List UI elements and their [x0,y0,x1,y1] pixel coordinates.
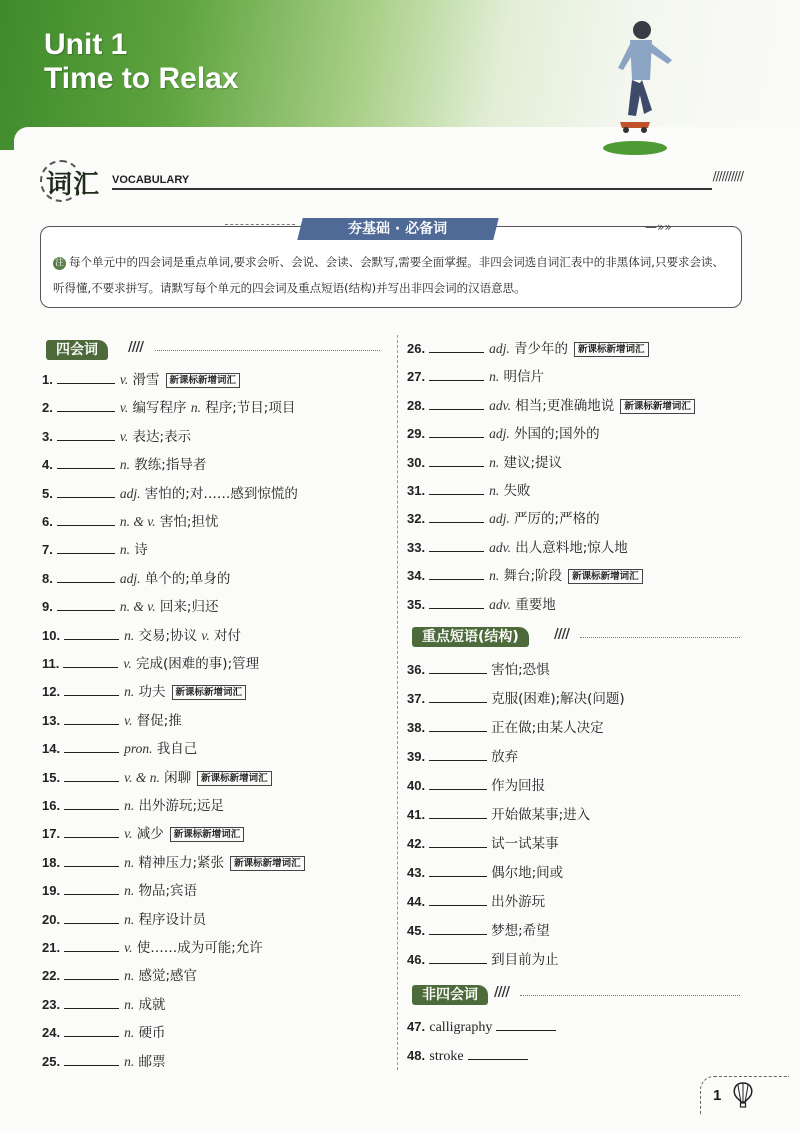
part-of-speech: n. [124,996,135,1012]
part-of-speech: n. [124,1025,135,1041]
item-meaning: 梦想;希望 [491,923,550,939]
answer-blank[interactable] [64,910,119,924]
vocab-item [42,512,218,531]
item-number: 28. [407,397,426,413]
part-of-speech: v. [119,372,129,387]
item-meaning: 成就 [138,996,166,1013]
answer-blank[interactable] [64,853,119,867]
item-number: 30. [407,454,426,470]
answer-blank[interactable] [429,805,487,819]
item-number: 2. [42,400,53,416]
answer-blank[interactable] [64,966,119,980]
part-of-speech: v. [124,826,133,842]
item-meaning: 督促;推 [136,712,182,729]
part-of-speech: v. & n. [124,769,160,785]
extra-word-item [407,1046,533,1066]
item-number: 32. [407,511,426,527]
answer-blank[interactable] [468,1046,528,1060]
unit-title [44,28,239,96]
item-meaning: 减少 [136,826,164,843]
english-word: calligraphy [429,1020,493,1035]
item-number: 34. [407,568,426,584]
answer-blank[interactable] [57,597,115,611]
answer-blank[interactable] [429,538,484,552]
vocab-item [42,597,218,616]
item-meaning: 青少年的 [514,341,569,357]
section-bars: //// [128,340,143,355]
item-meaning-2: 程序;节目;项目 [205,400,296,417]
part-of-speech: n. [119,542,130,558]
answer-blank[interactable] [429,453,484,467]
part-of-speech: v. [124,712,133,728]
part-of-speech: n. [124,1053,135,1069]
item-number: 37. [407,691,426,706]
answer-blank[interactable] [64,881,119,895]
page-number: 1 [713,1087,722,1104]
part-of-speech: v. [119,428,129,444]
answer-blank[interactable] [63,654,118,668]
page-number-box [700,1076,790,1116]
item-number: 15. [42,769,61,785]
item-meaning: 克服(困难);解决(问题) [491,691,625,707]
item-meaning: 物品;宾语 [138,883,198,900]
item-meaning: 邮票 [138,1053,166,1070]
part-of-speech: n. [489,454,500,470]
answer-blank[interactable] [429,747,487,761]
part-of-speech: v. [119,400,129,416]
item-meaning: 单个的;单身的 [144,570,231,587]
vocab-item [42,626,241,645]
item-meaning: 正在做;由某人决定 [491,720,604,736]
part-of-speech: n. & v. [119,514,156,529]
item-number: 42. [407,836,426,851]
instruction-text [53,249,733,301]
column-divider [397,335,398,1070]
vocab-item [42,881,197,900]
new-word-badge: 新课标新增词汇 [620,399,695,414]
item-number: 21. [42,940,61,955]
part-of-speech: adj. [489,426,510,442]
phrase-item [407,689,625,708]
part-of-speech: adj. [489,511,510,527]
section-header-core-words: 四会词 [46,340,108,360]
vocabulary-title-zh: 词汇 [46,170,101,200]
phrase-item [407,660,550,679]
item-number: 22. [42,968,61,984]
vocab-item [42,427,191,446]
item-meaning: 偶尔地;间或 [491,865,564,881]
vocab-item [407,538,628,557]
item-number: 5. [42,485,53,501]
section-bars: //// [554,627,569,642]
item-meaning: 害怕;担忧 [159,514,219,530]
vocab-item [407,424,600,443]
answer-blank[interactable] [57,427,115,441]
phrase-item [407,834,559,853]
item-number: 43. [407,865,426,880]
part-of-speech: n. [124,883,135,899]
item-meaning: 重要地 [515,596,556,613]
item-number: 27. [407,369,426,385]
part-of-speech: n. & v. [119,599,156,615]
item-number: 25. [42,1053,61,1069]
section-dots [155,350,380,351]
part-of-speech: n. [489,369,500,385]
vocab-item [407,453,562,472]
item-meaning: 出外游玩;远足 [138,798,225,814]
new-word-badge: 新课标新增词汇 [170,827,245,842]
item-number: 29. [407,426,426,442]
heading-slashes: ////////// [712,169,743,183]
part-of-speech: v. [124,940,133,955]
answer-blank[interactable] [64,768,119,782]
item-meaning: 舞台;阶段 [503,568,563,585]
vocab-item [42,654,259,673]
phrase-item [407,776,545,795]
item-number: 13. [42,712,61,728]
part-of-speech: n. [124,684,135,700]
basics-banner-label: 夯基础 · 必备词 [348,221,448,237]
unit-number: Unit 1 [44,28,128,61]
part-of-speech: n. [124,968,135,984]
item-number: 31. [407,483,426,498]
answer-blank[interactable] [57,398,115,412]
item-meaning: 完成(困难的事);管理 [136,656,260,672]
part-of-speech: n. [489,568,500,584]
part-of-speech: v. [201,627,210,643]
item-number: 23. [42,996,61,1012]
item-number: 11. [42,656,60,671]
vocab-item [42,1023,166,1042]
item-number: 18. [42,854,61,870]
item-number: 12. [42,684,61,700]
answer-blank[interactable] [429,367,484,381]
item-number: 8. [42,570,53,586]
part-of-speech: n. [124,627,135,643]
answer-blank[interactable] [64,1052,119,1066]
answer-blank[interactable] [429,950,487,964]
answer-blank[interactable] [64,739,119,753]
item-meaning: 外国的;国外的 [514,426,600,443]
item-meaning: 交易;协议 [138,627,202,644]
item-meaning: 害怕的;对……感到惊慌的 [144,485,298,502]
answer-blank[interactable] [64,995,119,1009]
vocab-item [407,339,649,358]
item-meaning: 使……成为可能;允许 [136,940,263,956]
phrase-item [407,747,518,766]
item-meaning-2: 对付 [214,627,242,644]
item-meaning: 试一试某事 [491,836,559,852]
heading-underline [112,188,712,190]
answer-blank[interactable] [64,1023,119,1037]
section-dots [520,995,740,996]
item-number: 44. [407,894,426,909]
part-of-speech: n. [489,483,500,498]
part-of-speech: adj. [489,341,510,356]
hot-air-balloon-icon [732,1082,754,1108]
new-word-badge: 新课标新增词汇 [230,856,305,871]
answer-blank[interactable] [429,339,484,353]
section-dots [580,637,740,638]
item-meaning: 程序设计员 [138,911,206,928]
answer-blank[interactable] [64,824,119,838]
vocab-item [42,739,197,758]
vocab-item [42,455,206,474]
vocab-item [42,966,197,985]
phrase-item [407,805,590,824]
item-number: 4. [42,457,53,473]
answer-blank[interactable] [57,512,115,526]
vocab-item [42,370,240,389]
item-number: 1. [42,372,53,387]
section-bars: //// [494,985,509,1000]
new-word-badge: 新课标新增词汇 [166,373,241,388]
vocab-item [42,824,244,843]
unit-name: Time to Relax [44,62,239,95]
vocab-item [42,540,148,559]
item-meaning: 功夫 [138,684,166,701]
phrase-item [407,892,545,911]
item-meaning: 回来;归还 [159,599,219,616]
answer-blank[interactable] [429,834,487,848]
item-number: 7. [42,542,53,558]
item-number: 40. [407,778,426,793]
vocab-item [42,938,263,957]
item-meaning: 表达;表示 [132,428,192,445]
answer-blank[interactable] [57,484,115,498]
item-number: 16. [42,798,61,813]
answer-blank[interactable] [429,595,484,609]
item-meaning: 建议;提议 [503,454,563,471]
item-meaning: 害怕;恐惧 [491,662,550,678]
item-number: 19. [42,883,61,899]
item-number: 45. [407,923,426,938]
item-number: 48. [407,1048,426,1063]
item-meaning: 闲聊 [164,769,192,786]
part-of-speech: n. [124,798,135,813]
part-of-speech: adv. [489,397,511,413]
part-of-speech: pron. [124,741,153,757]
answer-blank[interactable] [57,540,115,554]
item-number: 14. [42,741,61,757]
answer-blank[interactable] [429,776,487,790]
section-header-key-phrases: 重点短语(结构) [412,627,529,647]
phrase-item [407,950,559,969]
basics-banner [297,218,498,240]
item-meaning: 精神压力;紧张 [138,854,225,871]
part-of-speech: n. [190,400,201,416]
vocab-item [42,853,305,872]
item-number: 38. [407,720,426,735]
item-meaning: 诗 [134,542,148,559]
vocab-item [407,481,531,500]
item-meaning: 出人意料地;惊人地 [515,539,628,556]
answer-blank[interactable] [64,796,119,810]
vocab-item [42,398,295,417]
answer-blank[interactable] [429,509,484,523]
part-of-speech: v. [123,656,132,671]
answer-blank[interactable] [429,718,487,732]
vocab-item [42,1052,166,1071]
section-header-extra-words: 非四会词 [412,985,488,1005]
vocab-item [42,796,224,815]
vocabulary-heading [40,158,745,208]
item-meaning: 出外游玩 [491,894,546,910]
answer-blank[interactable] [57,370,115,384]
vocab-item [407,595,556,614]
new-word-badge: 新课标新增词汇 [197,771,272,786]
vocabulary-title-en: VOCABULARY [112,174,190,186]
item-number: 41. [407,807,426,822]
new-word-badge: 新课标新增词汇 [568,569,643,584]
item-meaning: 失败 [503,483,531,499]
item-meaning: 开始做某事;进入 [491,807,591,823]
part-of-speech: adv. [489,539,511,555]
instruction-body: 每个单元中的四会词是重点单词,要求会听、会说、会读、会默写,需要全面掌握。非四会词选自词汇表中的非黑体词,只要求会读、听得懂,不要求拼写。请默写每个单元的四会词及重点短语(结构)并写出非四会词的汉语意思。 [53,255,724,295]
vocab-item [42,995,166,1014]
item-meaning: 严厉的;严格的 [514,511,600,528]
answer-blank[interactable] [429,566,484,580]
item-meaning: 硬币 [138,1025,166,1042]
new-word-badge: 新课标新增词汇 [172,685,247,700]
answer-blank[interactable] [64,938,119,952]
item-number: 24. [42,1025,61,1041]
item-meaning: 明信片 [503,369,544,386]
vocab-item [42,768,272,787]
banner-dashes [225,224,295,227]
phrase-item [407,921,550,940]
item-number: 20. [42,911,61,927]
part-of-speech: adj. [119,570,141,586]
part-of-speech: n. [119,457,130,473]
answer-blank[interactable] [64,682,119,696]
vocab-item [407,509,600,528]
item-number: 6. [42,514,53,529]
item-number: 33. [407,539,426,555]
vocab-item [407,566,643,585]
vocab-item [42,682,246,701]
part-of-speech: adj. [119,485,141,501]
answer-blank[interactable] [429,863,487,877]
answer-blank[interactable] [429,481,484,495]
answer-blank[interactable] [429,689,487,703]
item-number: 46. [407,952,426,967]
phrase-item [407,718,604,737]
new-word-badge: 新课标新增词汇 [574,342,649,357]
answer-blank[interactable] [429,396,484,410]
vocab-item [42,711,182,730]
answer-blank[interactable] [57,455,115,469]
item-number: 9. [42,599,53,615]
answer-blank[interactable] [429,660,487,674]
item-number: 36. [407,662,426,677]
item-number: 10. [42,627,61,643]
item-number: 47. [407,1019,426,1034]
part-of-speech: n. [124,854,135,870]
item-number: 35. [407,596,426,612]
vocab-item [42,569,230,588]
note-icon: 注 [54,258,64,268]
part-of-speech: n. [124,911,135,927]
item-meaning: 感觉;感官 [138,968,198,985]
answer-blank[interactable] [429,892,487,906]
part-of-speech: adv. [489,596,511,612]
item-meaning: 放弃 [491,749,519,765]
item-number: 3. [42,428,53,444]
vocab-item [42,484,298,503]
banner-arrows: —»» [645,220,672,234]
answer-blank[interactable] [64,711,119,725]
skateboarder-illustration [580,10,690,160]
answer-blank[interactable] [429,921,487,935]
english-word: stroke [429,1049,464,1064]
answer-blank[interactable] [57,569,115,583]
item-number: 26. [407,341,426,356]
item-meaning: 到目前为止 [491,952,559,968]
answer-blank[interactable] [496,1017,556,1031]
extra-word-item [407,1017,561,1037]
vocab-item [407,396,695,415]
phrase-item [407,863,563,882]
vocab-item [42,910,206,929]
answer-blank[interactable] [64,626,119,640]
item-meaning: 教练;指导者 [134,457,207,474]
item-meaning: 相当;更准确地说 [515,397,615,414]
item-meaning: 我自己 [156,741,198,758]
item-number: 39. [407,749,426,764]
item-number: 17. [42,826,61,842]
item-meaning: 作为回报 [491,778,546,794]
item-meaning: 编写程序 [132,400,191,417]
vocab-item [407,367,544,386]
answer-blank[interactable] [429,424,484,438]
item-meaning: 滑雪 [132,372,160,388]
